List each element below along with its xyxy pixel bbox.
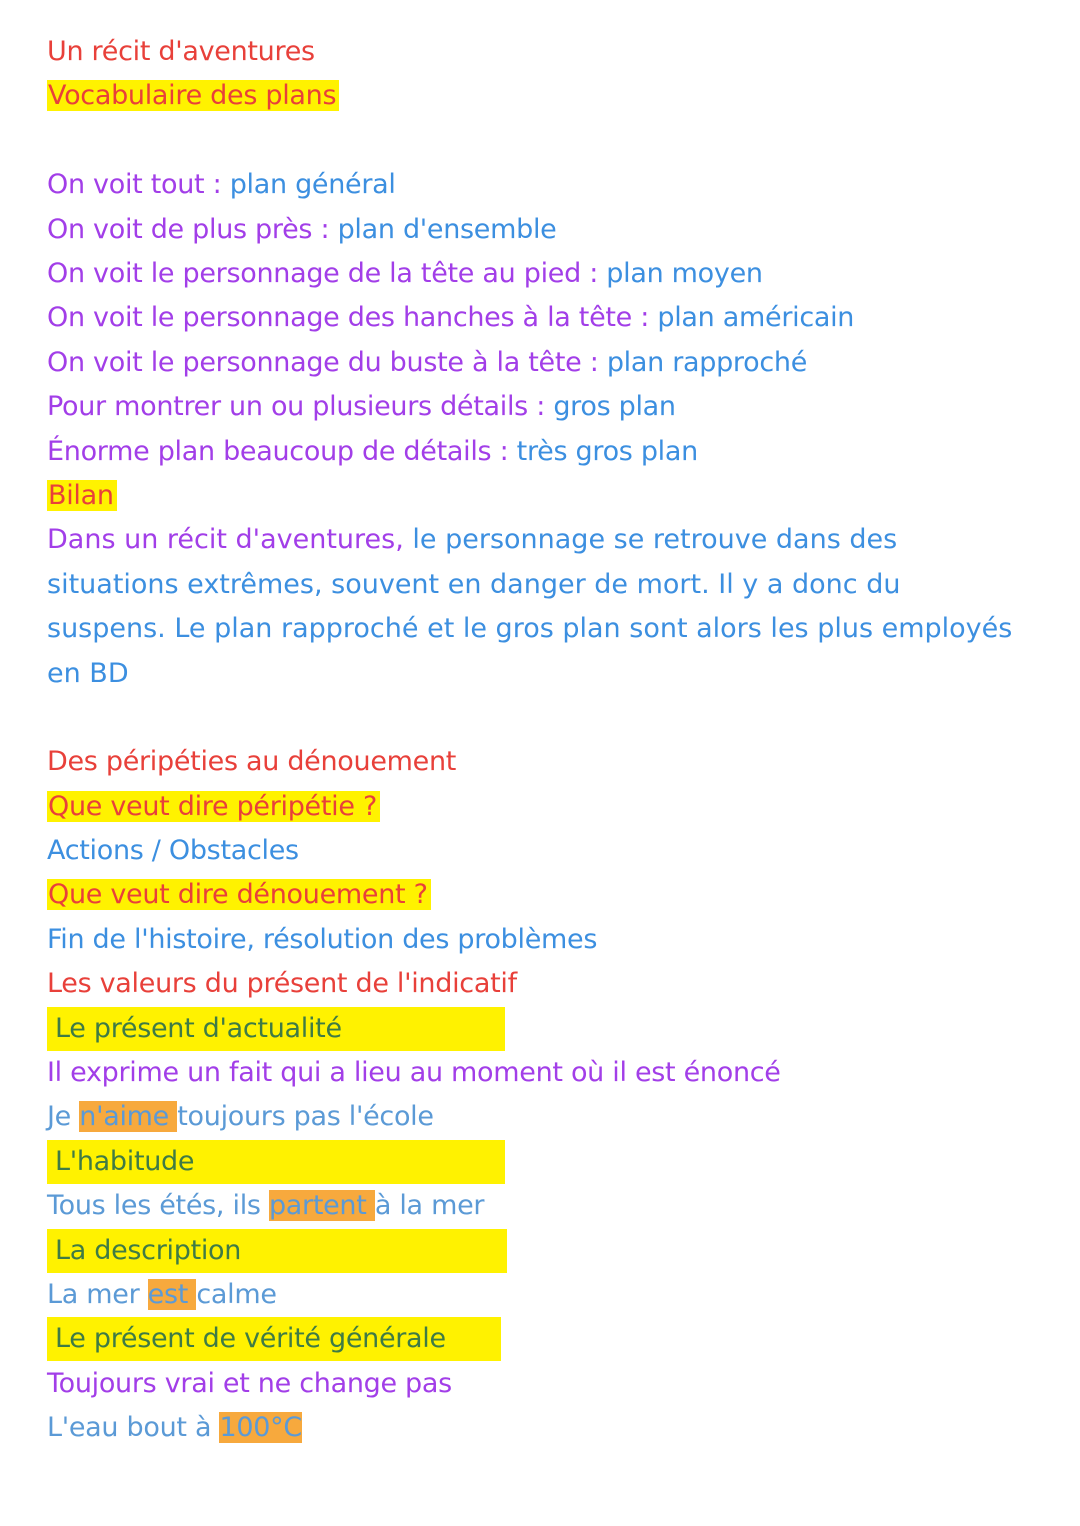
plan-line: On voit le personnage du buste à la tête : plan rapproché: [47, 346, 808, 378]
label-description: La description: [47, 1229, 1037, 1273]
label-actualite: Le présent d'actualité: [47, 1007, 1037, 1051]
plan-line: On voit le personnage des hanches à la tête : plan américain: [47, 302, 855, 334]
section-title-peripeties: Des péripéties au dénouement: [47, 746, 457, 778]
answer-denouement: Fin de l'histoire, résolution des problèmes: [47, 923, 598, 955]
example-habitude: Tous les étés, ils partent à la mer: [47, 1190, 485, 1222]
answer-peripetie: Actions / Obstacles: [47, 835, 299, 867]
question-peripetie: Que veut dire péripétie ?: [47, 785, 1037, 829]
plan-line: Énorme plan beaucoup de détails : très gros plan: [47, 435, 698, 467]
notes-page: [47, 30, 1037, 1451]
plan-line: On voit de plus près : plan d'ensemble: [47, 213, 557, 245]
example-description: La mer est calme: [47, 1279, 277, 1310]
subtitle-vocabulaire: Vocabulaire des plans: [47, 74, 1037, 118]
label-verite: Le présent de vérité générale: [47, 1317, 1037, 1361]
section-title-present: Les valeurs du présent de l'indicatif: [47, 968, 517, 1000]
label-habitude: L'habitude: [47, 1140, 1037, 1184]
def-actualite: Il exprime un fait qui a lieu au moment où il est énoncé: [47, 1057, 781, 1089]
plan-line: On voit le personnage de la tête au pied : plan moyen: [47, 257, 763, 289]
example-actualite: Je n'aime toujours pas l'école: [47, 1101, 434, 1133]
plan-line: On voit tout : plan général: [47, 169, 396, 201]
bilan-text: Dans un récit d'aventures, le personnage se retrouve dans des situations extrêmes, souvent en danger de mort. Il y a donc du suspens. Le plan rapproché et le gros plan sont alors les plus employés en BD: [47, 524, 1013, 689]
plan-line: Pour montrer un ou plusieurs détails : gros plan: [47, 391, 676, 423]
def-verite: Toujours vrai et ne change pas: [47, 1367, 452, 1399]
bilan-label: Bilan: [47, 474, 1037, 518]
section-title-aventures: Un récit d'aventures: [47, 36, 315, 67]
example-verite: L'eau bout à 100°C: [47, 1412, 302, 1444]
question-denouement: Que veut dire dénouement ?: [47, 873, 1037, 917]
